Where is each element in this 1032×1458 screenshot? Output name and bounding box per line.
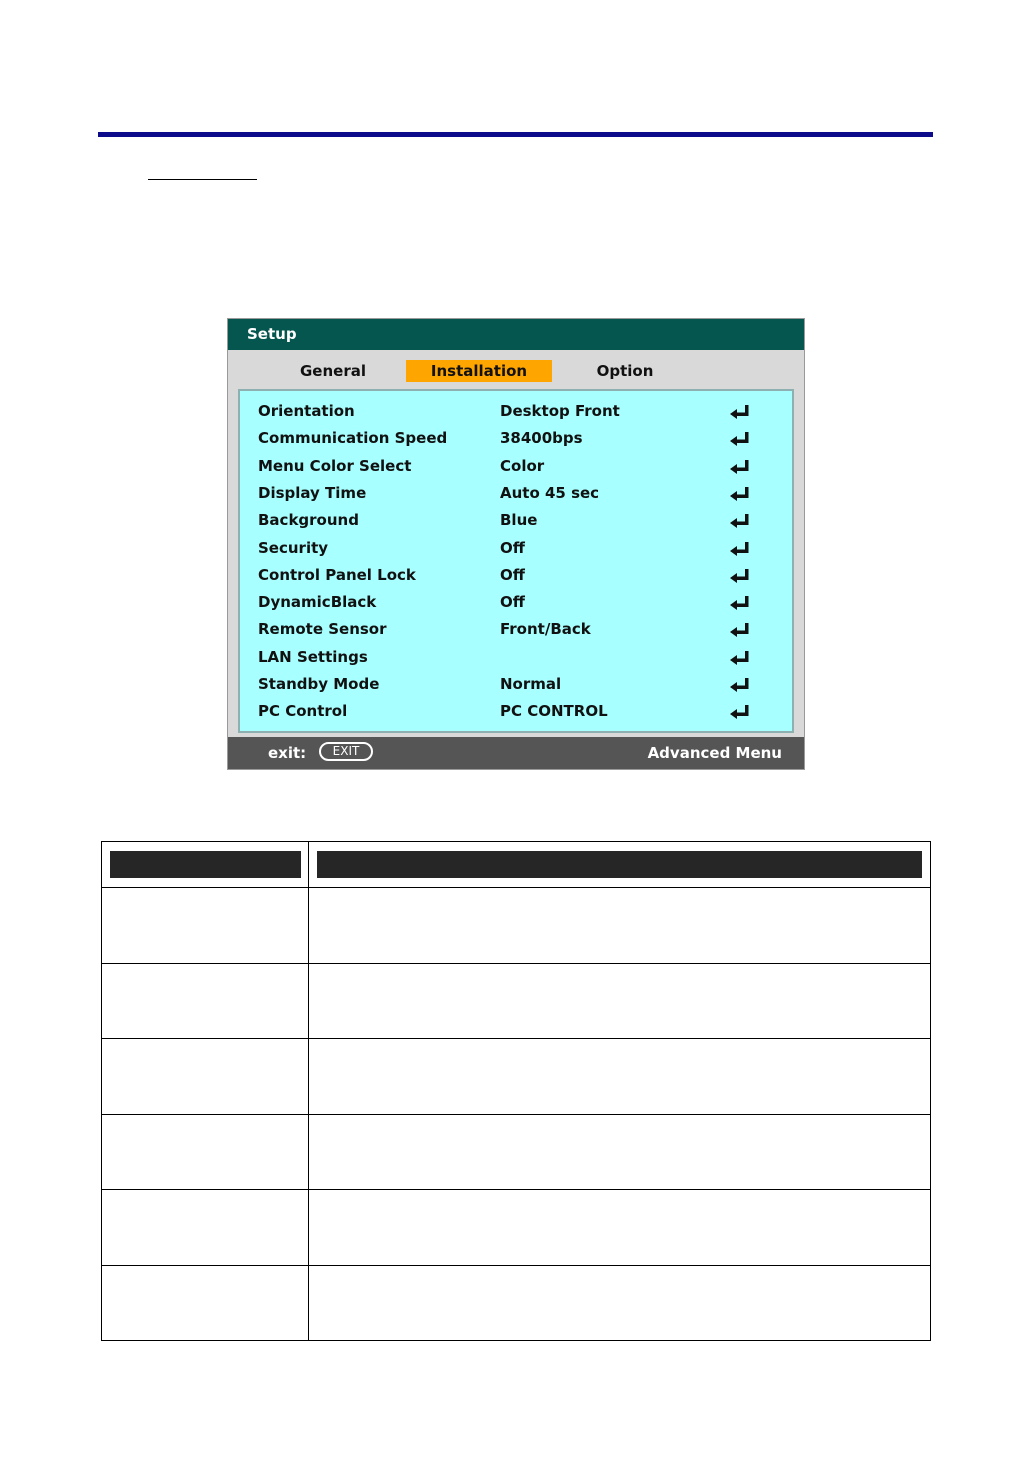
menu-row-value: Off xyxy=(500,565,525,584)
menu-row-label: Security xyxy=(258,538,329,557)
menu-row-value: PC CONTROL xyxy=(500,702,608,721)
enter-icon[interactable] xyxy=(730,596,750,610)
menu-row[interactable] xyxy=(240,480,792,507)
menu-row[interactable] xyxy=(240,644,792,671)
installation-panel xyxy=(238,389,794,733)
menu-row-label: Orientation xyxy=(258,402,355,420)
menu-row[interactable] xyxy=(240,453,792,480)
menu-row-label: DynamicBlack xyxy=(258,593,377,612)
menu-row-value: Off xyxy=(500,538,525,557)
header-rule xyxy=(98,132,933,137)
menu-row-value: Auto 45 sec xyxy=(500,483,600,502)
enter-icon[interactable] xyxy=(730,678,750,692)
table-row-divider xyxy=(102,1265,930,1266)
exit-label: exit: xyxy=(268,744,307,762)
enter-icon[interactable] xyxy=(730,487,750,501)
menu-row-label: Display Time xyxy=(258,483,367,502)
heading-underline xyxy=(148,179,257,180)
enter-icon[interactable] xyxy=(730,432,750,446)
menu-row-value: Blue xyxy=(500,511,538,530)
osd-title: Setup xyxy=(228,319,804,350)
tab-installation[interactable]: Installation xyxy=(406,360,552,382)
table-row-divider xyxy=(102,963,930,964)
tab-option[interactable]: Option xyxy=(596,362,654,380)
table-row-divider xyxy=(102,1189,930,1190)
table-row-divider xyxy=(102,1114,930,1115)
enter-icon[interactable] xyxy=(730,623,750,637)
table-header-item xyxy=(110,851,301,878)
menu-row[interactable] xyxy=(240,535,792,562)
enter-icon[interactable] xyxy=(730,569,750,583)
setup-osd-window xyxy=(227,318,805,770)
menu-row-label: Remote Sensor xyxy=(258,620,387,639)
menu-row-label: Control Panel Lock xyxy=(258,565,416,584)
menu-row[interactable] xyxy=(240,589,792,616)
enter-icon[interactable] xyxy=(730,460,750,474)
menu-row-label: Standby Mode xyxy=(258,675,380,693)
menu-row[interactable] xyxy=(240,425,792,452)
menu-row-value: Off xyxy=(500,593,525,612)
enter-icon[interactable] xyxy=(730,651,750,665)
menu-row-label: Communication Speed xyxy=(258,429,448,448)
menu-row[interactable] xyxy=(240,398,792,425)
menu-row-label: Background xyxy=(258,511,359,530)
menu-row[interactable] xyxy=(240,671,792,698)
menu-row[interactable] xyxy=(240,507,792,534)
menu-row-label: Menu Color Select xyxy=(258,456,412,475)
description-table xyxy=(101,841,931,1341)
enter-icon[interactable] xyxy=(730,542,750,556)
menu-row-value: Color xyxy=(500,456,545,475)
menu-row[interactable] xyxy=(240,698,792,725)
table-header-description xyxy=(317,851,922,878)
exit-button[interactable]: EXIT xyxy=(319,742,373,761)
menu-row-value: Desktop Front xyxy=(500,402,620,420)
table-row-divider xyxy=(102,1038,930,1039)
enter-icon[interactable] xyxy=(730,405,750,419)
menu-row[interactable] xyxy=(240,616,792,643)
enter-icon[interactable] xyxy=(730,514,750,528)
menu-row[interactable] xyxy=(240,562,792,589)
osd-footer xyxy=(228,737,804,769)
tab-general[interactable]: General xyxy=(300,362,366,380)
table-row-divider xyxy=(102,887,930,888)
menu-row-label: LAN Settings xyxy=(258,647,368,666)
menu-row-value: 38400bps xyxy=(500,429,583,448)
menu-row-value: Normal xyxy=(500,675,562,693)
menu-row-value: Front/Back xyxy=(500,620,591,639)
enter-icon[interactable] xyxy=(730,705,750,719)
advanced-menu-button[interactable]: Advanced Menu xyxy=(647,744,782,762)
menu-row-label: PC Control xyxy=(258,702,348,721)
